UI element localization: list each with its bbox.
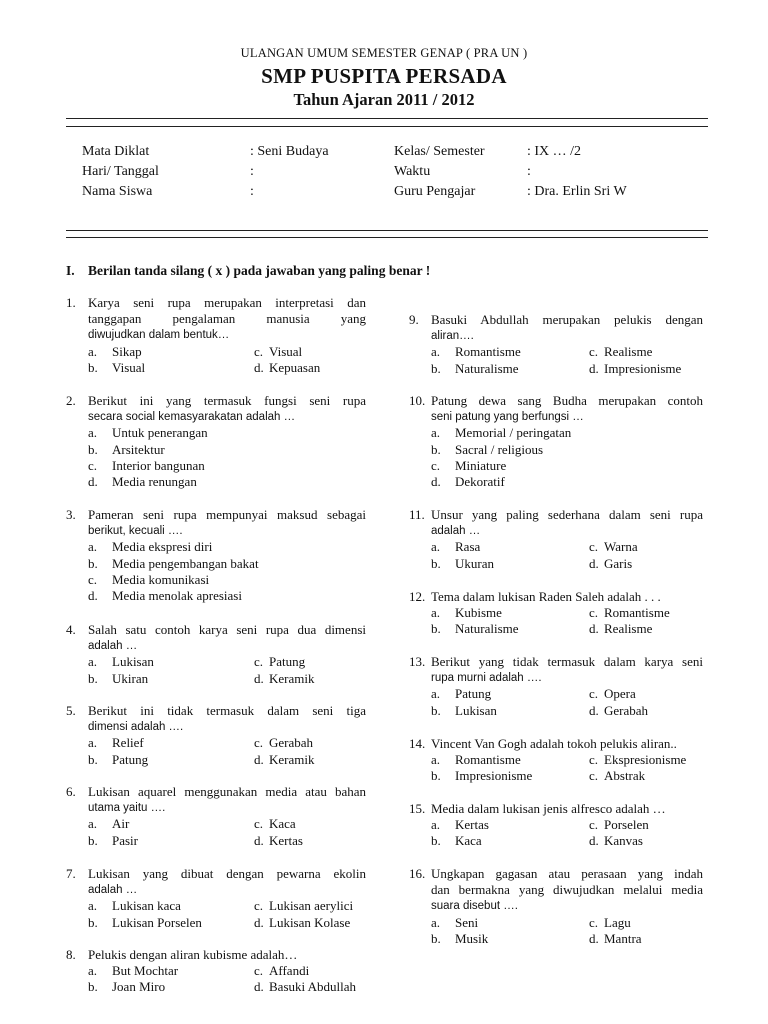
question-1 <box>66 295 366 376</box>
question-line: aliran…. <box>431 330 474 343</box>
option-letter[interactable]: c. <box>589 686 599 702</box>
option-letter[interactable]: a. <box>88 963 98 979</box>
answer-options <box>88 654 366 686</box>
option-text: Naturalisme <box>455 621 519 637</box>
option-letter[interactable]: c. <box>589 344 599 360</box>
question-number: 4. <box>66 622 76 637</box>
option-letter[interactable]: b. <box>431 702 441 718</box>
option-text: Rasa <box>455 539 481 555</box>
option-text: Visual <box>269 343 303 359</box>
option-text: Musik <box>455 930 489 946</box>
option-text: Dekoratif <box>455 473 505 489</box>
header-rule-top <box>66 118 708 119</box>
option-row <box>88 963 366 979</box>
option-letter[interactable]: c. <box>589 539 599 555</box>
option-row <box>431 425 703 441</box>
option-row <box>88 539 366 555</box>
info-value-student: : <box>250 184 254 199</box>
answer-options <box>431 344 703 376</box>
info-label-student: Nama Siswa <box>82 184 153 199</box>
question-number: 13. <box>409 654 426 669</box>
option-row <box>431 833 703 849</box>
option-letter[interactable]: a. <box>88 654 98 670</box>
option-text: Media renungan <box>112 473 197 489</box>
question-number: 8. <box>66 947 76 962</box>
option-letter[interactable]: a. <box>431 686 441 702</box>
option-letter[interactable]: b. <box>88 359 98 375</box>
option-text: Impresionisme <box>455 768 533 784</box>
option-text: Relief <box>112 735 144 751</box>
option-text: Untuk penerangan <box>112 425 208 441</box>
option-text: Patung <box>269 654 306 670</box>
option-row <box>88 816 366 832</box>
option-text: Lukisan aerylici <box>269 898 354 914</box>
info-rule-bottom <box>66 230 708 231</box>
option-text: Realisme <box>604 344 653 360</box>
option-letter[interactable]: c. <box>589 752 599 768</box>
question-number: 16. <box>409 866 426 881</box>
section-heading <box>66 263 430 279</box>
option-letter[interactable]: b. <box>431 360 441 376</box>
option-row <box>88 735 366 751</box>
question-3 <box>66 507 366 604</box>
question-text <box>88 866 366 898</box>
question-line: berikut, kecuali …. <box>88 525 183 538</box>
question-line: Basuki Abdullah merupakan pelukis dengan <box>431 312 703 327</box>
question-number: 15. <box>409 801 426 816</box>
question-2 <box>66 393 366 490</box>
section-instruction: Berilan tanda silang ( x ) pada jawaban yang paling benar ! <box>88 263 431 278</box>
question-text <box>431 589 703 605</box>
option-row <box>431 703 703 719</box>
info-label-date: Hari/ Tanggal <box>82 164 159 179</box>
option-letter[interactable]: b. <box>88 555 98 571</box>
option-row <box>431 915 703 931</box>
option-text: Media pengembangan bakat <box>112 555 259 571</box>
option-letter[interactable]: a. <box>431 344 441 360</box>
option-letter[interactable]: c. <box>254 343 264 359</box>
question-line: Pameran seni rupa mempunyai maksud sebagai <box>88 507 366 522</box>
question-text <box>88 393 366 425</box>
option-letter[interactable]: b. <box>431 555 441 571</box>
option-text: Mantra <box>604 930 642 946</box>
option-text: Romantisme <box>455 752 521 768</box>
option-text: Kertas <box>455 817 489 833</box>
option-text: Gerabah <box>604 702 649 718</box>
option-text: Garis <box>604 555 633 571</box>
option-text: Kubisme <box>455 605 502 621</box>
question-number: 11. <box>409 507 425 522</box>
option-letter[interactable]: c. <box>431 457 441 473</box>
option-letter[interactable]: b. <box>88 670 98 686</box>
option-row <box>431 539 703 555</box>
option-letter[interactable]: d. <box>589 702 599 718</box>
option-letter[interactable]: c. <box>254 735 264 751</box>
question-text <box>431 507 703 539</box>
question-text <box>431 312 703 344</box>
question-10 <box>409 393 703 490</box>
option-letter[interactable]: d. <box>88 473 98 489</box>
answer-options <box>431 425 703 490</box>
option-row <box>431 458 703 474</box>
question-line: Unsur yang paling sederhana dalam seni rupa <box>431 507 703 522</box>
option-text: Ukuran <box>455 555 494 571</box>
answer-options <box>431 752 703 784</box>
option-text: Realisme <box>604 621 653 637</box>
question-line: secara social kemasyarakatan adalah … <box>88 411 296 424</box>
option-row <box>88 979 366 995</box>
option-row <box>431 621 703 637</box>
option-letter[interactable]: a. <box>88 539 98 555</box>
question-number: 3. <box>66 507 76 522</box>
question-line: dimensi adalah …. <box>88 721 184 734</box>
option-text: Lukisan <box>455 702 497 718</box>
answer-options <box>88 344 366 376</box>
question-line: Berikut ini tidak termasuk dalam seni tiga <box>88 703 366 718</box>
section-number: I. <box>66 263 75 278</box>
option-text: Ekspresionisme <box>604 752 687 768</box>
option-text: Kepuasan <box>269 359 321 375</box>
question-line: Ungkapan gagasan atau perasaan yang indah <box>431 866 703 881</box>
option-letter[interactable]: a. <box>431 605 441 621</box>
option-text: Patung <box>112 751 149 767</box>
question-line: Vincent Van Gogh adalah tokoh pelukis aliran.. <box>431 736 677 751</box>
question-14 <box>409 736 703 785</box>
question-number: 1. <box>66 295 76 310</box>
option-letter[interactable]: d. <box>431 473 441 489</box>
answer-options <box>88 425 366 490</box>
info-rule-bottom-2 <box>66 237 708 238</box>
option-text: Kertas <box>269 832 303 848</box>
question-line: utama yaitu …. <box>88 802 166 815</box>
option-row <box>431 361 703 377</box>
question-line: dan bermakna yang diwujudkan melalui media <box>431 882 703 898</box>
question-line: seni patung yang berfungsi … <box>431 411 584 424</box>
option-text: Kaca <box>455 833 482 849</box>
exam-title: ULANGAN UMUM SEMESTER GENAP ( PRA UN ) <box>240 46 528 60</box>
option-text: Lukisan Kolase <box>269 914 351 930</box>
option-text: Impresionisme <box>604 360 682 376</box>
question-line: rupa murni adalah …. <box>431 672 542 685</box>
answer-options <box>431 605 703 637</box>
answer-options <box>88 539 366 604</box>
question-line: Lukisan yang dibuat dengan pewarna ekolin <box>88 866 366 881</box>
question-13 <box>409 654 703 719</box>
question-8 <box>66 947 366 996</box>
question-line: Patung dewa sang Budha merupakan contoh <box>431 393 703 408</box>
option-text: Naturalisme <box>455 360 519 376</box>
option-text: Interior bangunan <box>112 457 205 473</box>
option-letter[interactable]: a. <box>88 343 98 359</box>
option-text: Pasir <box>112 832 138 848</box>
question-text <box>88 295 366 344</box>
option-text: Joan Miro <box>112 979 166 995</box>
question-7 <box>66 866 366 931</box>
option-row <box>88 915 366 931</box>
question-line: suara disebut …. <box>431 900 518 913</box>
question-line: Pelukis dengan aliran kubisme adalah… <box>88 947 298 962</box>
option-letter[interactable]: b. <box>88 751 98 767</box>
info-value-time: : <box>527 164 531 179</box>
question-line: Karya seni rupa merupakan interpretasi dan <box>88 295 366 310</box>
info-value-date: : <box>250 164 254 179</box>
answer-options <box>431 817 703 849</box>
option-text: Gerabah <box>269 735 314 751</box>
option-letter[interactable]: d. <box>254 914 264 930</box>
question-text <box>431 654 703 686</box>
option-text: Romantisme <box>455 344 521 360</box>
option-row <box>431 605 703 621</box>
option-row <box>88 588 366 604</box>
option-letter[interactable]: b. <box>431 930 441 946</box>
option-letter[interactable]: d. <box>589 360 599 376</box>
option-letter[interactable]: c. <box>589 768 599 784</box>
option-text: Abstrak <box>604 768 646 784</box>
info-value-class: : IX … /2 <box>527 144 582 159</box>
option-row <box>88 671 366 687</box>
question-line: tanggapan pengalaman manusia yang <box>88 311 366 327</box>
option-letter[interactable]: d. <box>589 621 599 637</box>
option-letter[interactable]: a. <box>88 735 98 751</box>
question-text <box>88 784 366 816</box>
option-letter[interactable]: c. <box>88 457 98 473</box>
option-text: Arsitektur <box>112 441 165 457</box>
option-text: Kanvas <box>604 833 643 849</box>
option-text: Romantisme <box>604 605 670 621</box>
question-number: 5. <box>66 703 76 718</box>
question-number: 9. <box>409 312 419 327</box>
option-letter[interactable]: c. <box>589 605 599 621</box>
info-value-teacher: : Dra. Erlin Sri W <box>527 184 627 199</box>
option-row <box>431 817 703 833</box>
option-letter[interactable]: d. <box>589 930 599 946</box>
question-line: adalah … <box>88 884 138 897</box>
option-letter[interactable]: a. <box>88 425 98 441</box>
option-letter[interactable]: c. <box>589 817 599 833</box>
question-text <box>431 801 703 817</box>
option-letter[interactable]: d. <box>254 359 264 375</box>
info-label-teacher: Guru Pengajar <box>394 184 476 199</box>
option-letter[interactable]: b. <box>88 441 98 457</box>
option-row <box>431 474 703 490</box>
option-letter[interactable]: a. <box>431 539 441 555</box>
option-letter[interactable]: d. <box>88 587 98 603</box>
option-row <box>431 556 703 572</box>
option-row <box>88 833 366 849</box>
option-text: Keramik <box>269 751 315 767</box>
option-row <box>88 898 366 914</box>
option-row <box>431 931 703 947</box>
option-row <box>88 458 366 474</box>
option-letter[interactable]: c. <box>254 816 264 832</box>
info-label-subject: Mata Diklat <box>82 144 150 159</box>
option-text: Media ekspresi diri <box>112 539 213 555</box>
option-row <box>88 360 366 376</box>
question-5 <box>66 703 366 768</box>
info-label-time: Waktu <box>394 164 431 179</box>
question-number: 7. <box>66 866 76 881</box>
question-line: Tema dalam lukisan Raden Saleh adalah . . . <box>431 589 661 604</box>
question-text <box>88 507 366 539</box>
option-letter[interactable]: c. <box>254 654 264 670</box>
option-row <box>88 425 366 441</box>
question-line: Lukisan aquarel menggunakan media atau bahan <box>88 784 366 799</box>
school-name: SMP PUSPITA PERSADA <box>261 64 507 88</box>
option-text: Warna <box>604 539 638 555</box>
answer-options <box>431 539 703 571</box>
question-11 <box>409 507 703 572</box>
option-row <box>88 556 366 572</box>
option-letter[interactable]: d. <box>589 555 599 571</box>
question-line: Salah satu contoh karya seni rupa dua dimensi <box>88 622 366 637</box>
answer-options <box>88 735 366 767</box>
option-letter[interactable]: a. <box>431 425 441 441</box>
option-letter[interactable]: c. <box>254 963 264 979</box>
option-row <box>431 686 703 702</box>
option-text: Media menolak apresiasi <box>112 587 242 603</box>
option-letter[interactable]: a. <box>431 752 441 768</box>
option-text: Opera <box>604 686 636 702</box>
answer-options <box>88 963 366 995</box>
question-text <box>88 947 366 963</box>
question-9 <box>409 312 703 377</box>
option-row <box>88 752 366 768</box>
option-text: Ukiran <box>112 670 149 686</box>
option-letter[interactable]: d. <box>254 832 264 848</box>
question-text <box>431 393 703 425</box>
info-label-class: Kelas/ Semester <box>394 144 485 159</box>
option-letter[interactable]: a. <box>431 817 441 833</box>
option-letter[interactable]: b. <box>431 833 441 849</box>
info-value-subject: : Seni Budaya <box>250 144 329 159</box>
option-letter[interactable]: a. <box>88 816 98 832</box>
question-text <box>431 736 703 752</box>
question-number: 2. <box>66 393 76 408</box>
question-line: adalah … <box>431 525 481 538</box>
option-text: Lagu <box>604 914 631 930</box>
option-text: Media komunikasi <box>112 571 210 587</box>
question-number: 14. <box>409 736 426 751</box>
option-letter[interactable]: a. <box>431 914 441 930</box>
option-letter[interactable]: d. <box>589 833 599 849</box>
question-15 <box>409 801 703 850</box>
option-text: Visual <box>112 359 146 375</box>
answer-options <box>88 816 366 848</box>
option-row <box>88 344 366 360</box>
question-text <box>88 622 366 654</box>
option-letter[interactable]: b. <box>88 914 98 930</box>
option-text: Basuki Abdullah <box>269 979 357 995</box>
question-line: diwujudkan dalam bentuk… <box>88 329 230 342</box>
question-number: 6. <box>66 784 76 799</box>
question-line: adalah … <box>88 640 138 653</box>
option-row <box>431 768 703 784</box>
option-letter[interactable]: d. <box>254 751 264 767</box>
option-letter[interactable]: b. <box>431 768 441 784</box>
question-line: Berikut ini yang termasuk fungsi seni rupa <box>88 393 366 408</box>
option-row <box>88 572 366 588</box>
option-text: Affandi <box>269 963 310 979</box>
question-text <box>431 866 703 915</box>
option-text: Miniature <box>455 457 507 473</box>
option-letter[interactable]: b. <box>88 979 98 995</box>
question-number: 10. <box>409 393 426 408</box>
question-4 <box>66 622 366 687</box>
option-letter[interactable]: c. <box>589 914 599 930</box>
option-text: Memorial / peringatan <box>455 425 572 441</box>
question-16 <box>409 866 703 947</box>
question-12 <box>409 589 703 638</box>
option-text: Patung <box>455 686 492 702</box>
question-line: Berikut yang tidak termasuk dalam karya seni <box>431 654 703 669</box>
answer-options <box>431 686 703 718</box>
header-rule-top-2 <box>66 126 708 127</box>
option-letter[interactable]: d. <box>254 670 264 686</box>
option-text: Lukisan Porselen <box>112 914 202 930</box>
academic-year: Tahun Ajaran 2011 / 2012 <box>293 90 475 109</box>
question-line: Media dalam lukisan jenis alfresco adalah … <box>431 801 666 816</box>
option-letter[interactable]: c. <box>88 571 98 587</box>
option-letter[interactable]: b. <box>431 441 441 457</box>
question-text <box>88 703 366 735</box>
option-text: Kaca <box>269 816 296 832</box>
option-text: Seni <box>455 914 479 930</box>
option-text: Air <box>112 816 130 832</box>
option-row <box>431 344 703 360</box>
option-text: Sacral / religious <box>455 441 544 457</box>
question-number: 12. <box>409 589 426 604</box>
option-text: Keramik <box>269 670 315 686</box>
option-row <box>431 442 703 458</box>
answer-options <box>88 898 366 930</box>
option-letter[interactable]: b. <box>88 832 98 848</box>
option-text: But Mochtar <box>112 963 179 979</box>
option-text: Porselen <box>604 817 649 833</box>
option-letter[interactable]: d. <box>254 979 264 995</box>
option-letter[interactable]: c. <box>254 898 264 914</box>
option-text: Sikap <box>112 343 142 359</box>
option-text: Lukisan kaca <box>112 898 181 914</box>
option-row <box>88 654 366 670</box>
option-text: Lukisan <box>112 654 154 670</box>
option-row <box>88 442 366 458</box>
option-letter[interactable]: a. <box>88 898 98 914</box>
option-row <box>88 474 366 490</box>
question-6 <box>66 784 366 849</box>
option-letter[interactable]: b. <box>431 621 441 637</box>
answer-options <box>431 915 703 947</box>
option-row <box>431 752 703 768</box>
